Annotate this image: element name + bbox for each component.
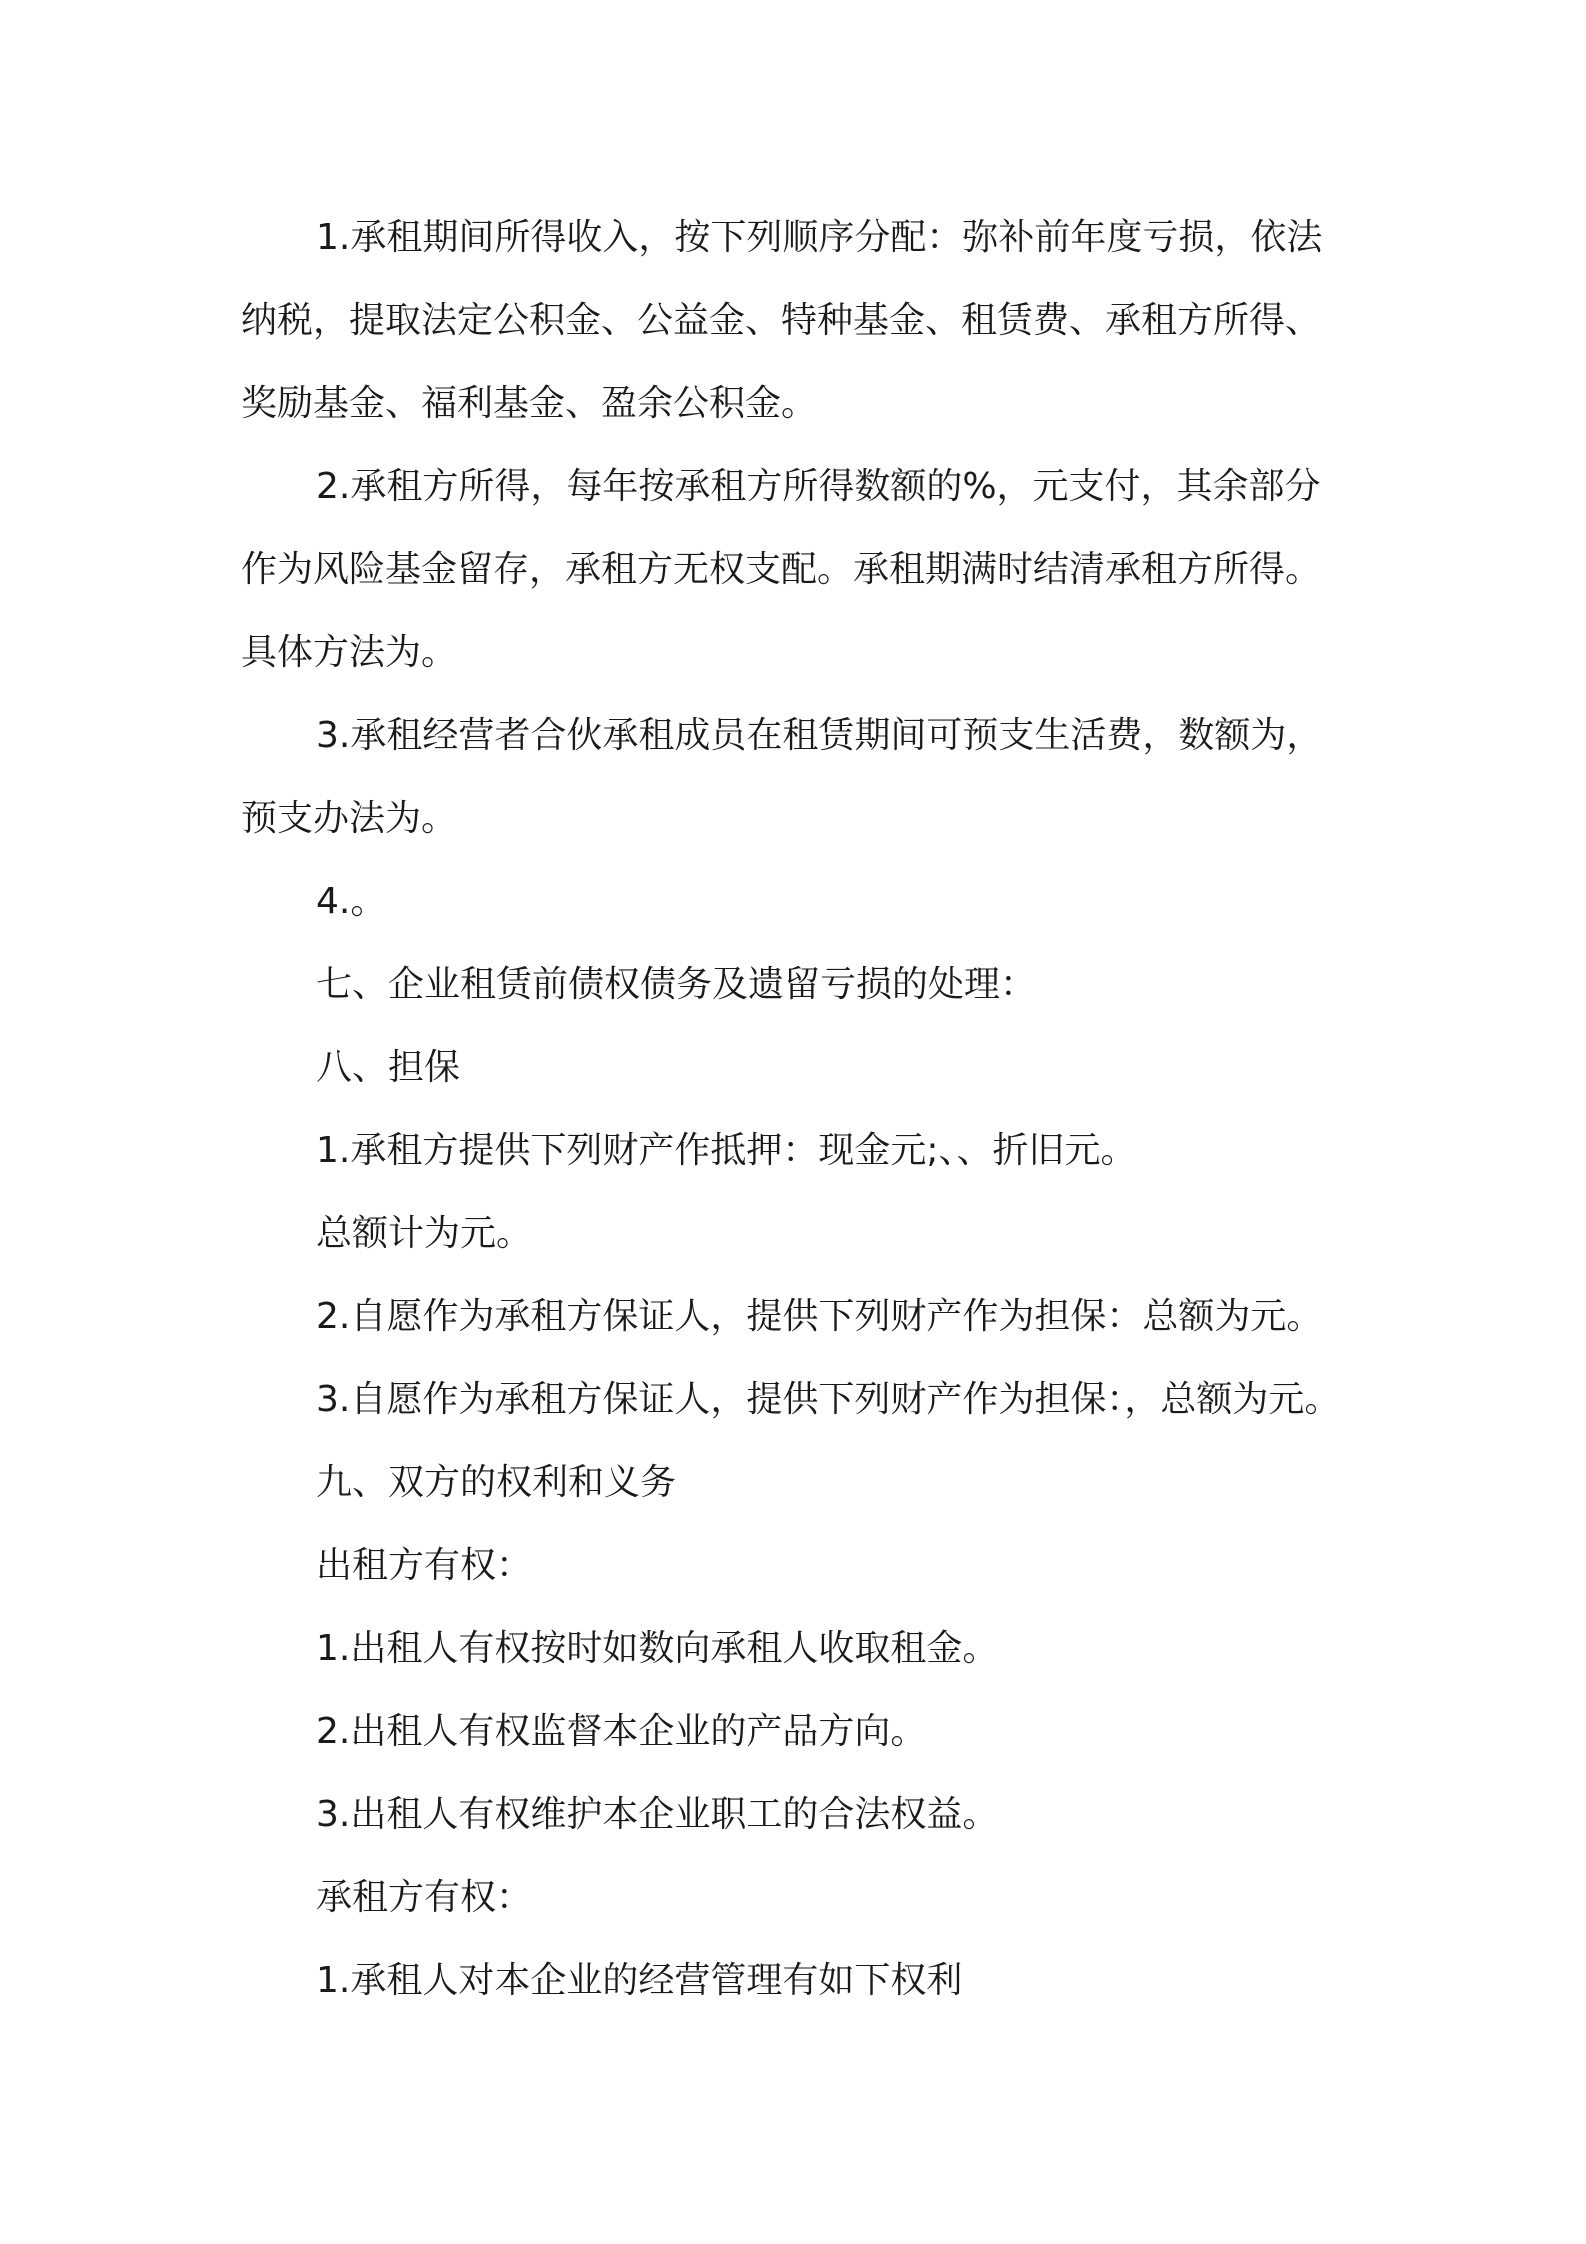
subheading: 承租方有权： — [316, 1877, 533, 1918]
paragraph-line: 1.出租人有权按时如数向承租人收取租金。 — [316, 1628, 999, 1669]
paragraph-line: 2.承租方所得，每年按承租方所得数额的%，元支付，其余部分 — [316, 466, 1321, 507]
subheading: 出租方有权： — [316, 1545, 533, 1586]
paragraph-line: 1.承租人对本企业的经营管理有如下权利 — [316, 1960, 963, 2001]
paragraph-line: 3.自愿作为承租方保证人，提供下列财产作为担保：，总额为元。 — [316, 1379, 1341, 1420]
section-heading: 八、担保 — [316, 1047, 461, 1088]
paragraph-line: 2.出租人有权监督本企业的产品方向。 — [316, 1711, 927, 1752]
paragraph-line: 预支办法为。 — [241, 798, 458, 839]
document-body — [241, 196, 1361, 2022]
section-heading: 七、企业租赁前债权债务及遗留亏损的处理： — [316, 964, 1037, 1005]
paragraph-line: 具体方法为。 — [241, 632, 458, 673]
paragraph-line: 1.承租期间所得收入，按下列顺序分配：弥补前年度亏损，依法 — [316, 217, 1323, 258]
paragraph-line: 2.自愿作为承租方保证人，提供下列财产作为担保：总额为元。 — [316, 1296, 1323, 1337]
paragraph-line: 总额计为元。 — [316, 1213, 533, 1254]
section-heading: 九、双方的权利和义务 — [316, 1462, 677, 1503]
paragraph-line: 3.承租经营者合伙承租成员在租赁期间可预支生活费，数额为， — [316, 715, 1323, 756]
paragraph-line: 3.出租人有权维护本企业职工的合法权益。 — [316, 1794, 999, 1835]
paragraph-line: 纳税，提取法定公积金、公益金、特种基金、租赁费、承租方所得、 — [241, 300, 1322, 341]
paragraph-line: 奖励基金、福利基金、盈余公积金。 — [241, 383, 818, 424]
paragraph-line: 作为风险基金留存，承租方无权支配。承租期满时结清承租方所得。 — [241, 549, 1322, 590]
paragraph-line: 1.承租方提供下列财产作抵押：现金元;、、折旧元。 — [316, 1130, 1137, 1171]
paragraph-line: 4.。 — [316, 881, 387, 922]
